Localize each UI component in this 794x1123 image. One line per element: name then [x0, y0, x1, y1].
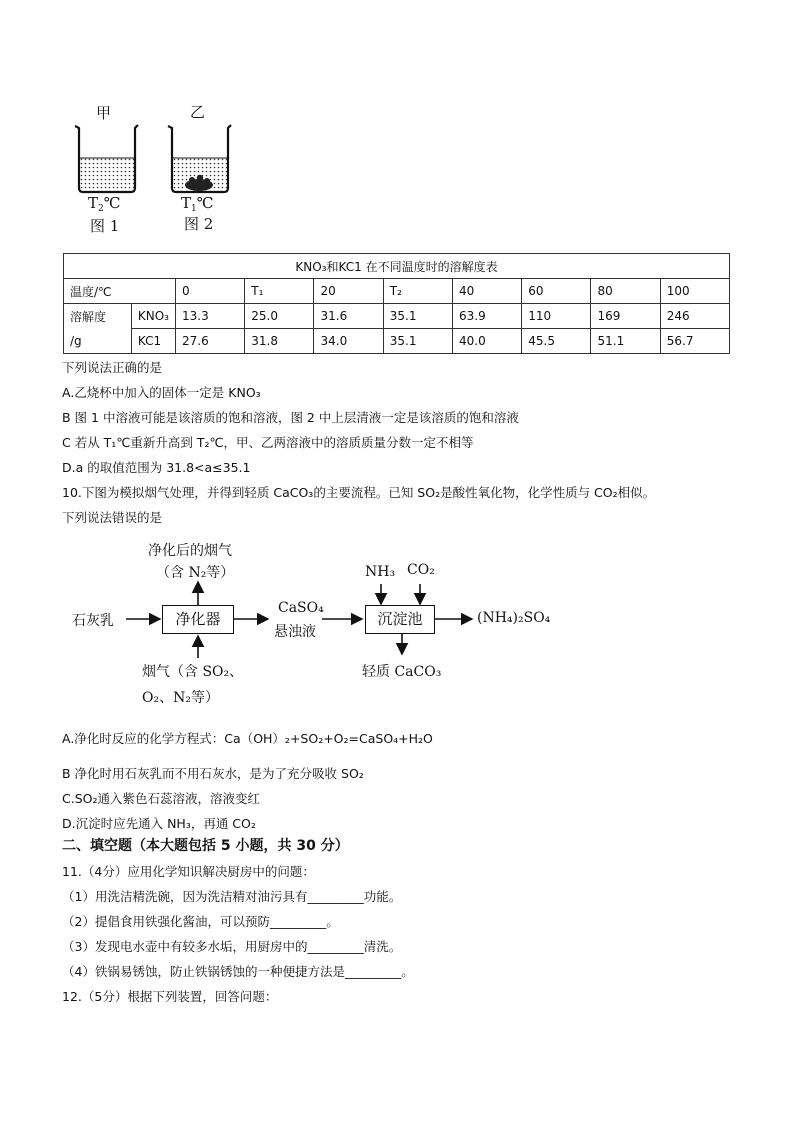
- table-cell: 56.7: [660, 329, 729, 354]
- table-row-name: KNO₃: [131, 304, 175, 329]
- table-cell: 34.0: [314, 329, 383, 354]
- q9-option-d: D.a 的取值范围为 31.8<a≤35.1: [62, 460, 251, 475]
- q12-stem: 12.（5分）根据下列装置，回答问题：: [62, 989, 278, 1004]
- table-title: KNO₃和KC1 在不同温度时的溶解度表: [64, 254, 730, 279]
- q11-item-4: （4）铁锅易锈蚀，防止铁锅锈蚀的一种便捷方法是_________。: [62, 964, 414, 979]
- beaker1-top-label: 甲: [96, 104, 112, 122]
- table-cell: 31.8: [245, 329, 314, 354]
- q11-item-1: （1）用洗洁精洗碗，因为洗洁精对油污具有_________功能。: [62, 889, 402, 904]
- q9-option-c: C 若从 T₁℃重新升高到 T₂℃，甲、乙两溶液中的溶质质量分数一定不相等: [62, 435, 474, 450]
- beaker1-icon: [72, 122, 142, 194]
- q10-line2: 下列说法错误的是: [62, 510, 163, 525]
- section-title: 二、填空题（本大题包括 5 小题，共 30 分）: [62, 838, 349, 854]
- flow-bottom-output: 轻质 CaCO₃: [362, 664, 442, 680]
- flow-bottom-input-1: 烟气（含 SO₂、: [142, 664, 244, 680]
- table-row: [64, 304, 730, 329]
- table-cell: 27.6: [175, 329, 244, 354]
- beaker1-temp: T: [88, 194, 99, 212]
- flow-reagent-1: NH₃: [365, 564, 396, 580]
- q11-item-3: （3）发现电水壶中有较多水垢，用厨房中的_________清洗。: [62, 939, 402, 954]
- q9-prompt: 下列说法正确的是: [62, 360, 163, 375]
- table-cell: 80: [591, 279, 660, 304]
- table-cell: 31.6: [314, 304, 383, 329]
- flow-input-left: 石灰乳: [72, 613, 114, 629]
- table-cell: 100: [660, 279, 729, 304]
- solubility-table: [63, 253, 730, 354]
- table-cell: 20: [314, 279, 383, 304]
- table-cell: T₂: [383, 279, 452, 304]
- q10-option-d: D.沉淀时应先通入 NH₃，再通 CO₂: [62, 816, 256, 831]
- flow-mid-2: 悬浊液: [274, 624, 316, 640]
- table-header-label: 温度/℃: [64, 279, 176, 304]
- flow-top-output-1: 净化后的烟气: [148, 543, 232, 559]
- q10-option-c: C.SO₂通入紫色石蕊溶液，溶液变红: [62, 791, 260, 806]
- row-group-label-top: 溶解度: [64, 304, 132, 329]
- table-cell: 35.1: [383, 329, 452, 354]
- table-row-name: KC1: [131, 329, 175, 354]
- table-cell: T₁: [245, 279, 314, 304]
- flow-mid-1: CaSO₄: [278, 600, 324, 616]
- q11-item-2: （2）提倡食用铁强化酱油，可以预防_________。: [62, 914, 339, 929]
- table-cell: 35.1: [383, 304, 452, 329]
- beaker2-caption: 图 2: [184, 215, 214, 233]
- beaker1-temp-unit: ℃: [103, 194, 121, 212]
- table-cell: 45.5: [522, 329, 591, 354]
- table-cell: 169: [591, 304, 660, 329]
- beaker2-temp-unit: ℃: [196, 194, 214, 212]
- table-cell: 246: [660, 304, 729, 329]
- q11-stem: 11.（4分）应用化学知识解决厨房中的问题：: [62, 864, 315, 879]
- q10-option-b: B 净化时用石灰乳而不用石灰水，是为了充分吸收 SO₂: [62, 766, 364, 781]
- beaker2-temp-sub: 1: [191, 204, 197, 214]
- flow-box-sedimentation: 沉淀池: [365, 605, 435, 634]
- q9-option-a: A.乙烧杯中加入的固体一定是 KNO₃: [62, 385, 261, 400]
- q9-option-b: B 图 1 中溶液可能是该溶质的饱和溶液，图 2 中上层清液一定是该溶质的饱和溶液: [62, 410, 519, 425]
- flow-box-purifier: 净化器: [162, 605, 234, 634]
- beaker2-icon: [165, 122, 235, 194]
- table-cell: 0: [175, 279, 244, 304]
- flow-output-right: (NH₄)₂SO₄: [477, 610, 551, 626]
- table-row: [64, 329, 730, 354]
- beaker1-temp-sub: 2: [98, 204, 104, 214]
- beaker2-top-label: 乙: [190, 103, 206, 121]
- q10-line1: 10.下图为模拟烟气处理，并得到轻质 CaCO₃的主要流程。已知 SO₂是酸性氧化物，化学性质与 CO₂相似。: [62, 485, 656, 500]
- beaker1-caption: 图 1: [90, 217, 120, 235]
- q10-option-a: A.净化时反应的化学方程式：Ca（OH）₂+SO₂+O₂=CaSO₄+H₂O: [62, 731, 433, 746]
- flow-top-output-2: （含 N₂等）: [156, 565, 235, 581]
- table-cell: 60: [522, 279, 591, 304]
- flow-bottom-input-2: O₂、N₂等）: [142, 690, 219, 706]
- table-cell: 110: [522, 304, 591, 329]
- table-cell: 63.9: [452, 304, 521, 329]
- table-cell: 40: [452, 279, 521, 304]
- row-group-label-bottom: /g: [64, 329, 132, 354]
- flow-reagent-2: CO₂: [407, 562, 435, 578]
- beaker2-temp: T: [181, 194, 192, 212]
- table-cell: 51.1: [591, 329, 660, 354]
- table-cell: 25.0: [245, 304, 314, 329]
- table-cell: 40.0: [452, 329, 521, 354]
- table-cell: 13.3: [175, 304, 244, 329]
- table-row: [64, 279, 730, 304]
